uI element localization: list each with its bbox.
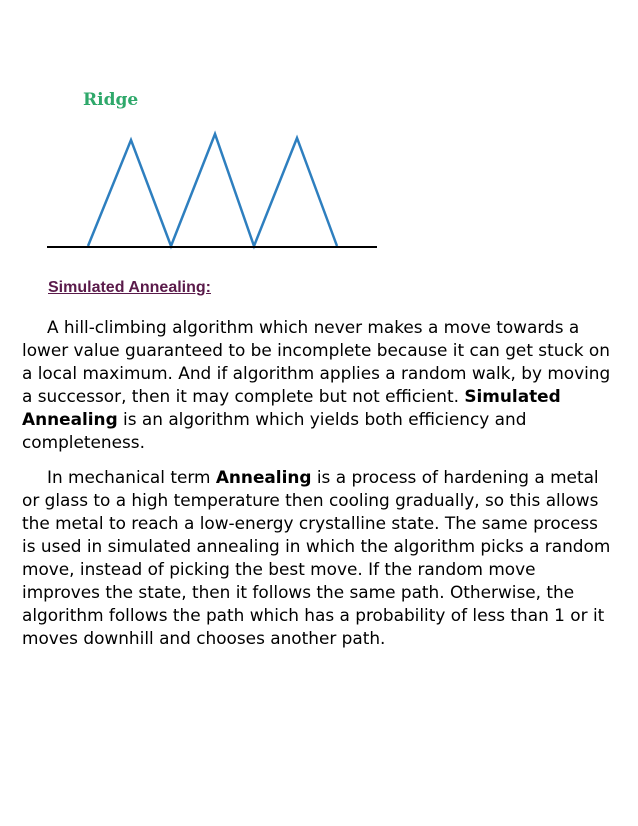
paragraph-text: In mechanical term (47, 467, 216, 487)
paragraph-hill-climbing (22, 316, 612, 454)
bold-term-annealing: Annealing (215, 467, 312, 487)
paragraph-text: is a process of hardening a metal or glass to a high temperature then cooling gradually, so this allows the metal to reach a low-energy crystalline state. The same process is used in simulated annealing in which the algorithm picks a random move, instead of picking the best move. If the random move improves the state, then it follows the same path. Otherwise, the algorithm follows the path which has a probability of less than 1 or it moves downhill and chooses another path. (22, 467, 611, 648)
ridge-peaks (88, 134, 337, 246)
bold-term-simulated-annealing: Simulated Annealing (22, 386, 561, 429)
figure-label: Ridge (83, 90, 139, 110)
paragraph-text: A hill-climbing algorithm which never makes a move towards a lower value guaranteed to be incomplete because it can get stuck on a local maximum. And if algorithm applies a random walk, by moving a successor, then it may complete but not efficient. (22, 317, 611, 406)
paragraph-text: is an algorithm which yields both efficiency and completeness. (22, 409, 527, 452)
paragraph-annealing (22, 466, 612, 650)
section-heading: Simulated Annealing: (48, 279, 211, 296)
ridge-figure (0, 120, 400, 260)
